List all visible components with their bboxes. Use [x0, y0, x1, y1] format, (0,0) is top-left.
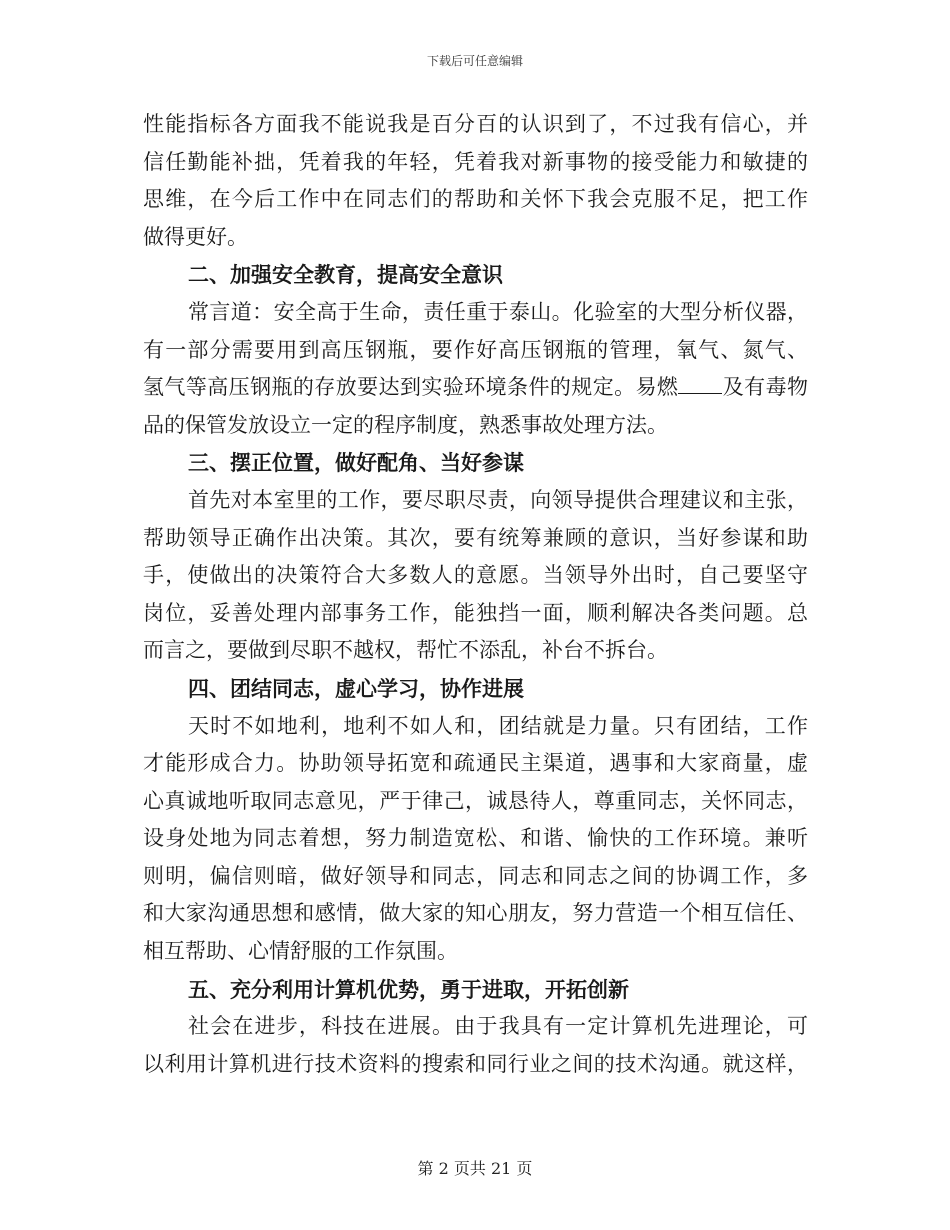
text-segment: 氢气等高压钢瓶的存放要达到实验环境条件的规定。易燃	[143, 375, 679, 400]
text-segment: 及有毒物	[722, 375, 808, 400]
page-footer: 第 2 页共 21 页	[417, 1159, 533, 1178]
paragraph-line: 手，使做出的决策符合大多数人的意愿。当领导外出时，自己要坚守	[143, 563, 808, 588]
paragraph-line: 社会在进步，科技在进展。由于我具有一定计算机先进理论，可	[188, 1014, 808, 1039]
paragraph-line: 首先对本室里的工作，要尽职尽责，向领导提供合理建议和主张，	[188, 487, 808, 512]
fill-blank	[678, 375, 722, 394]
paragraph-line: 信任勤能补拙，凭着我的年轻，凭着我对新事物的接受能力和敏捷的	[143, 149, 808, 174]
paragraph-line: 做得更好。	[143, 224, 248, 249]
paragraph-line: 相互帮助、心情舒服的工作氛围。	[143, 939, 458, 964]
paragraph-line: 天时不如地利，地利不如人和，团结就是力量。只有团结，工作	[188, 713, 808, 738]
paragraph-line: 岗位，妥善处理内部事务工作，能独挡一面，顺利解决各类问题。总	[143, 600, 808, 625]
paragraph-line: 思维，在今后工作中在同志们的帮助和关怀下我会克服不足，把工作	[143, 187, 808, 212]
paragraph-line: 性能指标各方面我不能说我是百分百的认识到了，不过我有信心，并	[143, 112, 808, 136]
paragraph-line: 常言道：安全高于生命，责任重于泰山。化验室的大型分析仪器，	[188, 299, 808, 324]
section-heading-5: 五、充分利用计算机优势，勇于进取，开拓创新	[188, 976, 629, 1002]
document-body	[143, 106, 808, 1083]
paragraph-line: 帮助领导正确作出决策。其次，要有统筹兼顾的意识，当好参谋和助	[143, 525, 808, 550]
paragraph-line: 心真诚地听取同志意见，严于律己，诚恳待人，尊重同志，关怀同志，	[143, 788, 808, 813]
paragraph-line: 才能形成合力。协助领导拓宽和疏通民主渠道，遇事和大家商量，虚	[143, 751, 808, 776]
section-heading-4: 四、团结同志，虚心学习，协作进展	[188, 675, 524, 701]
paragraph-line: 品的保管发放设立一定的程序制度，熟悉事故处理方法。	[143, 412, 668, 437]
paragraph-line: 而言之，要做到尽职不越权，帮忙不添乱，补台不拆台。	[143, 638, 668, 663]
section-heading-2: 二、加强安全教育，提高安全意识	[188, 262, 503, 288]
page-header: 下载后可任意编辑	[426, 54, 523, 68]
paragraph-line: 设身处地为同志着想，努力制造宽松、和谐、愉快的工作环境。兼听	[143, 826, 808, 851]
paragraph-line: 和大家沟通思想和感情，做大家的知心朋友，努力营造一个相互信任、	[143, 901, 808, 926]
section-heading-3: 三、摆正位置，做好配角、当好参谋	[188, 450, 524, 476]
paragraph-line: 则明，偏信则暗，做好领导和同志，同志和同志之间的协调工作，多	[143, 863, 808, 888]
paragraph-line: 以利用计算机进行技术资料的搜索和同行业之间的技术沟通。就这样，	[143, 1051, 808, 1076]
paragraph-line: 有一部分需要用到高压钢瓶，要作好高压钢瓶的管理，氧气、氮气、	[143, 337, 808, 362]
paragraph-line	[143, 369, 808, 407]
